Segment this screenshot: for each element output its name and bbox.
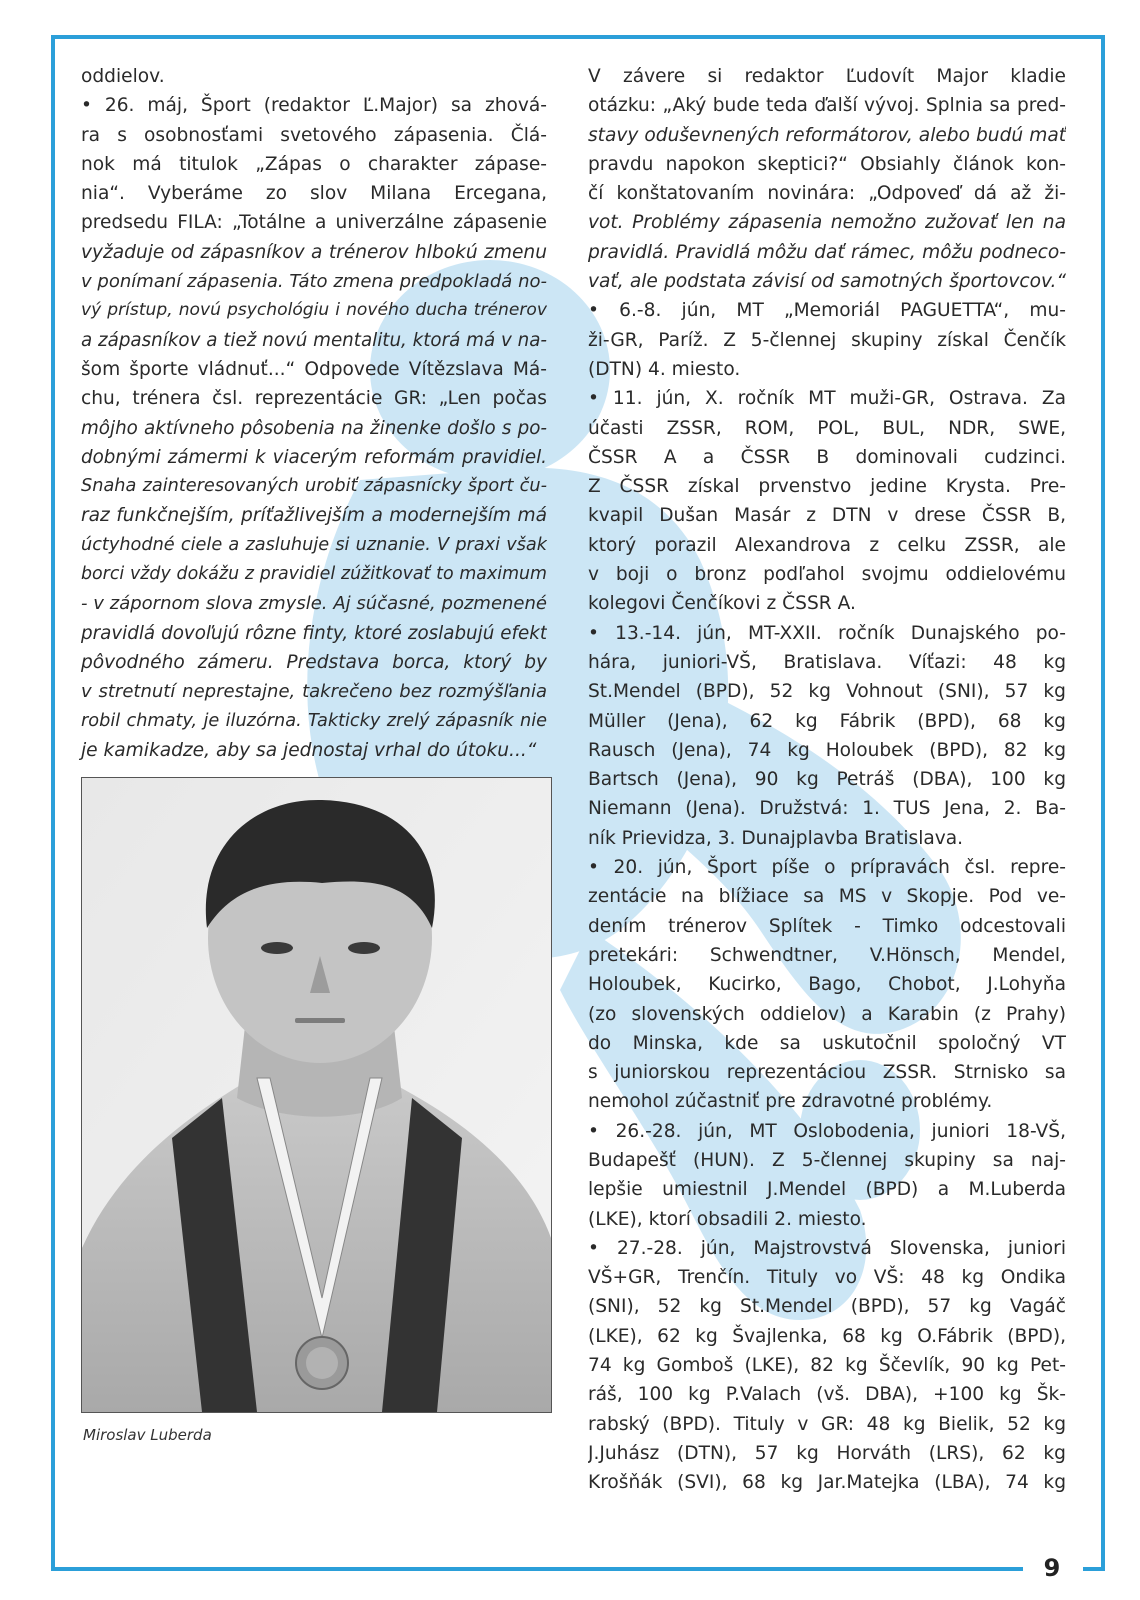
text-line: pretekári: Schwendtner, V.Hönsch, Mendel, xyxy=(588,944,1066,966)
text-line: ráš, 100 kg P.Valach (vš. DBA), +100 kg Šk- xyxy=(588,1384,1066,1406)
text-line: VŠ+GR, Trenčín. Tituly vo VŠ: 48 kg Ondika xyxy=(588,1267,1066,1289)
text-line: • 26. máj, Šport (redaktor Ľ.Major) sa zhová- xyxy=(81,95,547,117)
text-line: • 26.-28. jún, MT Oslobodenia, juniori 18-VŠ, xyxy=(588,1120,1066,1142)
text-line: (zo slovenských oddielov) a Karabin (z Prahy) xyxy=(588,1003,1066,1025)
text-line: Holoubek, Kucirko, Bago, Chobot, J.Lohyňa xyxy=(588,974,1066,996)
text-line: Budapešť (HUN). Z 5-člennej skupiny sa naj- xyxy=(588,1149,1066,1171)
page-border-bottom-end xyxy=(1083,1567,1105,1571)
text-line: (SNI), 52 kg St.Mendel (BPD), 57 kg Vagáč xyxy=(588,1296,1066,1318)
text-line: kvapil Dušan Masár z DTN v drese ČSSR B, xyxy=(588,505,1066,527)
text-line: oddielov. xyxy=(81,66,165,87)
text-line: (LKE), ktorí obsadili 2. miesto. xyxy=(588,1208,867,1230)
text-line: Z ČSSR získal prvenstvo jedine Krysta. Pre- xyxy=(588,476,1066,498)
text-line: v ponímaní zápasenia. Táto zmena predpokladá no- xyxy=(81,271,547,293)
text-line: J.Juhász (DTN), 57 kg Horváth (LRS), 62 kg xyxy=(588,1442,1066,1464)
text-line: • 11. jún, X. ročník MT muži-GR, Ostrava. Za xyxy=(588,388,1066,410)
text-line: ník Prievidza, 3. Dunajplavba Bratislava. xyxy=(588,827,964,849)
page-border-bottom xyxy=(51,1567,1023,1571)
text-line: St.Mendel (BPD), 52 kg Vohnout (SNI), 57 kg xyxy=(588,681,1066,703)
text-line: pôvodného zámeru. Predstava borca, ktorý by xyxy=(81,651,547,673)
text-line: pravidlá. Pravidlá môžu dať rámec, môžu podneco- xyxy=(588,241,1066,263)
text-line: je kamikadze, aby sa jednostaj vrhal do útoku...“ xyxy=(81,739,537,761)
text-line: lepšie umiestnil J.Mendel (BPD) a M.Luberda xyxy=(588,1179,1066,1201)
text-line: a zápasníkov a tiež novú mentalitu, ktorá má v na- xyxy=(81,329,547,351)
left-column xyxy=(81,62,547,765)
text-line: pravdu napokon skeptici?“ Obsiahly článok kon- xyxy=(588,153,1066,175)
text-line: 74 kg Gomboš (LKE), 82 kg Ščevlík, 90 kg Pet- xyxy=(588,1355,1066,1377)
text-line: s juniorskou reprezentáciou ZSSR. Strnisko sa xyxy=(588,1062,1066,1084)
text-line: (LKE), 62 kg Švajlenka, 68 kg O.Fábrik (BPD), xyxy=(588,1325,1066,1347)
text-line: do Minska, kde sa uskutočnil spoločný VT xyxy=(588,1032,1066,1054)
text-line: chu, trénera čsl. reprezentácie GR: „Len počas xyxy=(81,388,547,410)
text-line: robil chmaty, je iluzórna. Takticky zrelý zápasník nie xyxy=(81,710,547,731)
text-line: kolegovi Čenčíkovi z ČSSR A. xyxy=(588,593,856,615)
text-line: ži-GR, Paríž. Z 5-člennej skupiny získal Čenčík xyxy=(588,329,1066,351)
text-line: vať, ale podstata závisí od samotných športovcov.“ xyxy=(588,271,1066,293)
text-line: Niemann (Jena). Družstvá: 1. TUS Jena, 2. Ba- xyxy=(588,798,1066,820)
text-line: otázku: „Aký bude teda ďalší vývoj. Splnia sa pred- xyxy=(588,95,1066,117)
text-line: raz funkčnejším, príťažlivejším a modernejším má xyxy=(81,505,547,527)
text-line: Snaha zainteresovaných urobiť zápasnícky šport ču- xyxy=(81,476,547,497)
text-line: • 27.-28. jún, Majstrovstvá Slovenska, juniori xyxy=(588,1237,1066,1259)
text-line: stavy oduševnených reformátorov, alebo budú mať xyxy=(588,124,1066,146)
text-line: nemohol zúčastniť pre zdravotné problémy. xyxy=(588,1091,993,1113)
photo-caption: Miroslav Luberda xyxy=(83,1426,212,1444)
text-line: účasti ZSSR, ROM, POL, BUL, NDR, SWE, xyxy=(588,417,1066,439)
text-line: ČSSR A a ČSSR B dominovali cudzinci. xyxy=(588,446,1066,468)
text-line: dením trénerov Splítek - Timko odcestovali xyxy=(588,915,1066,937)
text-line: v stretnutí neprestajne, takrečeno bez rozmýšľania xyxy=(81,681,547,703)
text-line: vot. Problémy zápasenia nemožno zužovať len na xyxy=(588,212,1066,234)
text-line: predsedu FILA: „Totálne a univerzálne zápasenie xyxy=(81,212,547,234)
text-line: • 13.-14. jún, MT-XXII. ročník Dunajského po- xyxy=(588,622,1066,644)
text-line: v boji o bronz podľahol svojmu oddielovému xyxy=(588,564,1066,586)
text-line: - v zápornom slova zmysle. Aj súčasné, pozmenené xyxy=(81,593,547,615)
text-line: dobnými zámermi k viacerým reformám pravidiel. xyxy=(81,446,547,468)
text-line: • 20. jún, Šport píše o prípravách čsl. repre- xyxy=(588,857,1066,879)
text-line: vyžaduje od zápasníkov a trénerov hlbokú zmenu xyxy=(81,241,547,263)
text-line: V závere si redaktor Ľudovít Major kladie xyxy=(588,66,1066,87)
text-line: môjho aktívneho pôsobenia na žinenke došlo s po- xyxy=(81,417,547,439)
text-line: (DTN) 4. miesto. xyxy=(588,358,741,380)
text-line: nok má titulok „Zápas o charakter zápase- xyxy=(81,153,547,175)
text-line: čí konštatovaním novinára: „Odpoveď dá až ži- xyxy=(588,183,1066,205)
text-line: Müller (Jena), 62 kg Fábrik (BPD), 68 kg xyxy=(588,710,1066,732)
text-line: nia“. Vyberáme zo slov Milana Ercegana, xyxy=(81,183,547,205)
text-line: zentácie na blížiace sa MS v Skopje. Pod ve- xyxy=(588,886,1066,908)
text-line: ktorý porazil Alexandrova z celku ZSSR, ale xyxy=(588,534,1066,556)
text-line: úctyhodné ciele a zasluhuje si uznanie. V praxi však xyxy=(81,534,547,555)
wrestler-portrait-image xyxy=(82,778,551,1412)
text-line: ra s osobnosťami svetového zápasenia. Člá- xyxy=(81,124,547,146)
text-line: • 6.-8. jún, MT „Memoriál PAGUETTA“, mu- xyxy=(588,300,1066,322)
text-line: rabský (BPD). Tituly v GR: 48 kg Bielik, 52 kg xyxy=(588,1413,1066,1435)
text-line: vý prístup, novú psychológiu i nového ducha trénerov xyxy=(81,300,547,321)
text-line: Krošňák (SVI), 68 kg Jar.Matejka (LBA), 74 kg xyxy=(588,1472,1066,1494)
text-line: šom športe vládnuť...“ Odpovede Vítězslava Má- xyxy=(81,358,547,380)
text-line: Bartsch (Jena), 90 kg Petráš (DBA), 100 kg xyxy=(588,769,1066,791)
wrestler-photo xyxy=(81,777,552,1413)
text-line: pravidlá dovoľujú rôzne finty, ktoré zoslabujú efekt xyxy=(81,622,547,644)
text-line: Rausch (Jena), 74 kg Holoubek (BPD), 82 kg xyxy=(588,739,1066,761)
page-number: 9 xyxy=(1043,1554,1061,1582)
right-column xyxy=(588,62,1066,1498)
text-line: hára, juniori-VŠ, Bratislava. Víťazi: 48 kg xyxy=(588,651,1066,673)
text-line: borci vždy dokážu z pravidiel zúžitkovať to maximum xyxy=(81,564,547,585)
